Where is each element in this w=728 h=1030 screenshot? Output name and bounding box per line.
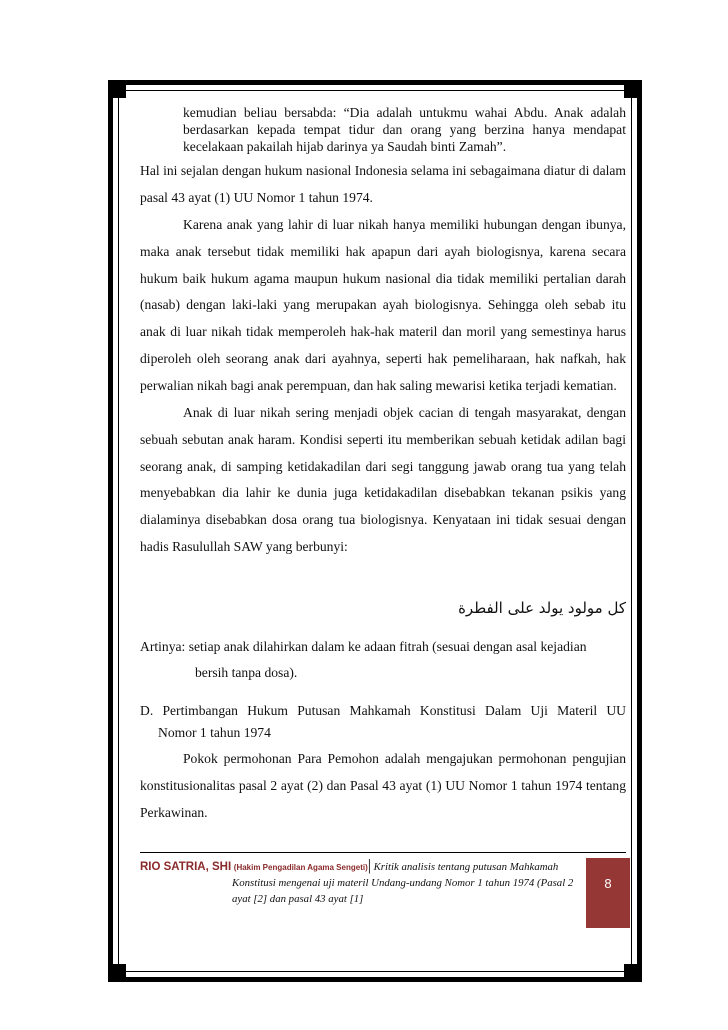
paragraph-1: Hal ini sejalan dengan hukum nasional Indonesia selama ini sebagaimana diatur di dalam pasal 43 ayat (1) UU Nomor 1 tahun 1974. — [140, 163, 626, 205]
page-number-badge — [586, 858, 630, 928]
artinya-line-2: bersih tanpa dosa). — [195, 665, 298, 680]
footer-author-role: (Hakim Pengadilan Agama Sengeti) — [233, 863, 368, 872]
section-heading-d-line-2: Nomor 1 tahun 1974 — [158, 725, 271, 740]
footer-title-start: Kritik analisis tentang putusan Mahkamah — [373, 861, 559, 873]
arabic-hadith: كل مولود يولد على الفطرة — [458, 599, 626, 617]
frame-corner-br — [624, 964, 642, 982]
page-number: 8 — [604, 876, 612, 891]
footer-separator: | — [367, 857, 371, 874]
paragraph-2: Karena anak yang lahir di luar nikah hanya memiliki hubungan dengan ibunya, maka anak tersebut tidak memiliki hak apapun dari ayah biologisnya, karena secara hukum baik hukum agama maupun hukum nasional dia tidak memiliki pertalian darah (nasab) dengan laki-laki yang merupakan ayah biologisnya. Sehingga oleh sebab itu anak di luar nikah tidak memperoleh hak-hak materil dan moril yang semestinya harus diperoleh oleh seorang anak dari ayahnya, seperti hak pemeliharaan, hak nafkah, hak perwalian nikah bagi anak perempuan, dan hak saling mewarisi ketika terjadi kematian. — [140, 217, 626, 393]
frame-corner-tl — [108, 80, 126, 98]
frame-corner-tr — [624, 80, 642, 98]
paragraph-3: Anak di luar nikah sering menjadi objek cacian di tengah masyarakat, dengan sebuah sebutan anak haram. Kondisi seperti itu memberikan sebuah ketidak adilan bagi seorang anak, di samping ketidakadilan dari segi tanggung jawab orang tua yang telah menyebabkan dia lahir ke dunia juga ketidakadilan disebabkan tekanan psikis yang dialaminya disebabkan dosa orang tua biologisnya. Kenyataan ini tidak sesuai dengan hadis Rasulullah SAW yang berbunyi: — [140, 405, 626, 554]
artinya-line-1: Artinya: setiap anak dilahirkan dalam ke adaan fitrah (sesuai dengan asal kejadian — [140, 639, 587, 654]
footer-author: RIO SATRIA, SHI — [140, 861, 232, 873]
footer — [140, 858, 586, 876]
frame-corner-bl — [108, 964, 126, 982]
hadith-quote: kemudian beliau bersabda: “Dia adalah untukmu wahai Abdu. Anak adalah berdasarkan kepada tempat tidur dan orang yang berzina hanya mendapat kecelakaan pakailah hijab darinya ya Saudah binti Zamah”. — [183, 105, 626, 154]
footer-divider — [140, 852, 626, 853]
footer-title-rest: Konstitusi mengenai uji materil Undang-undang Nomor 1 tahun 1974 (Pasal 2 ayat [2] dan pasal 43 ayat [1] — [232, 877, 574, 905]
section-heading-d-line-1: D. Pertimbangan Hukum Putusan Mahkamah Konstitusi Dalam Uji Materil UU — [140, 703, 626, 718]
paragraph-4: Pokok permohonan Para Pemohon adalah mengajukan permohonan pengujian konstitusionalitas pasal 2 ayat (2) dan Pasal 43 ayat (1) UU Nomor 1 tahun 1974 tentang Perkawinan. — [140, 751, 626, 820]
